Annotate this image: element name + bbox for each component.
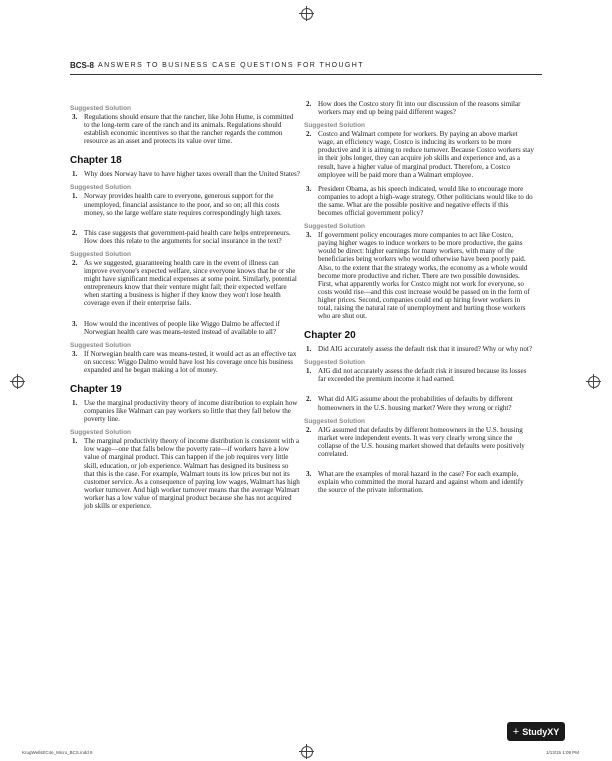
- suggested-solution-label: Suggested Solution: [70, 250, 132, 258]
- answer-item: [70, 192, 300, 216]
- item-number: 3.: [72, 349, 78, 358]
- question-item: [70, 399, 300, 423]
- suggested-solution-label: Suggested Solution: [70, 429, 132, 437]
- suggested-solution-label: Suggested Solution: [304, 122, 366, 130]
- page-header: [70, 58, 542, 75]
- item-number: 2.: [72, 258, 78, 267]
- answer-text: The marginal productivity theory of income distribution is consistent with a low wage—one that falls below the poverty rate—if workers have a low value of marginal product. This can happen if the job requires very little skill, education, or job experience. Walmart has designed its business so that this is the case. For example, Walmart touts its low prices but not its customer service. As a consequence of paying low wages, Walmart has high worker turnover. And high worker turnover means that the average Walmart worker has a low value of marginal product because she has not acquired job skills or experience.: [84, 437, 300, 510]
- item-number: 3.: [72, 113, 78, 121]
- item-number: 2.: [306, 100, 312, 108]
- item-number: 3.: [306, 470, 312, 478]
- question-text: President Obama, as his speech indicated, would like to encourage more companies to adopt a high-wage strategy. Other politicians would like to do the same. What are the possible positive and negative effects if this becomes official government policy?: [318, 184, 533, 218]
- footer-file-info: KrugWellsEC4e_Micro_BCS.indd 8: [22, 750, 93, 755]
- answer-text: Regulations should ensure that the rancher, like John Hume, is committed to the long-term care of the ranch and its animals. Regulations should establish economic incentives so that the rancher regards the common resource as an asset and protects its value over time.: [84, 113, 294, 146]
- question-text: How would the incentives of people like Wiggo Dalmo be affected if Norwegian health care was means-tested instead of available to all?: [84, 319, 280, 336]
- question-text: How does the Costco story fit into our discussion of the reasons similar workers may end up being paid different wages?: [318, 100, 521, 117]
- suggested-solution-label: Suggested Solution: [70, 105, 132, 112]
- answer-item: [304, 130, 534, 179]
- question-text: Why does Norway have to have higher taxes overall than the United States?: [84, 170, 300, 179]
- page-number: BCS-8: [70, 61, 95, 70]
- item-number: 3.: [72, 319, 78, 328]
- question-item: [304, 345, 534, 353]
- chapter-heading: Chapter 19: [70, 383, 122, 395]
- item-number: 1.: [72, 398, 78, 407]
- left-column: [70, 100, 300, 516]
- answer-text: AIG did not accurately assess the default risk it insured because its losses far exceeded the premium income it had earned.: [318, 367, 527, 384]
- suggested-solution-label: Suggested Solution: [304, 359, 366, 367]
- answer-item: [304, 367, 534, 383]
- question-text: What are the examples of moral hazard in the case? For each example, explain who committed the moral hazard and against whom and identify the source of the private information.: [318, 470, 524, 495]
- answer-item: [70, 350, 300, 374]
- footer-timestamp: 1/13/15 1:09 PM: [546, 750, 580, 755]
- answer-text: If Norwegian health care was means-tested, it would act as an effective tax on success: Wiggo Dalmo would have lost his coverage once his business expanded and he began making a lot of money.: [84, 349, 297, 374]
- question-text: Did AIG accurately assess the default risk that it insured? Why or why not?: [318, 345, 533, 354]
- answer-item: [70, 113, 300, 145]
- item-number: 3.: [306, 231, 312, 240]
- answer-text: Costco and Walmart compete for workers. By paying an above market wage, an efficiency wage, Costco is inducing its workers to be more productive and it is aiming to reduce turnover. Because Costco workers stay in their jobs longer, they can acquire job skills and experience and, as a result, have a higher value of marginal product. Therefore, a Costco employee will be paid more than a Walmart employee.: [318, 130, 534, 179]
- item-number: 1.: [72, 170, 78, 179]
- item-number: 1.: [72, 437, 78, 446]
- item-number: 2.: [306, 395, 312, 404]
- item-number: 1.: [306, 367, 312, 376]
- answer-item: [304, 426, 534, 458]
- question-text: This case suggests that government-paid health care helps entrepreneurs. How does this relate to the arguments for social insurance in the text?: [84, 228, 291, 245]
- suggested-solution-label: Suggested Solution: [70, 184, 132, 192]
- item-number: 2.: [72, 228, 78, 237]
- suggested-solution-label: Suggested Solution: [304, 223, 366, 231]
- page-title: ANSWERS TO BUSINESS CASE QUESTIONS FOR THOUGHT: [98, 62, 364, 69]
- answer-text: Norway provides health care to everyone, generous support for the unemployed, financial assistance to the poor, and so on; all this costs money, so the large welfare state requires correspondingly high taxes.: [84, 192, 282, 217]
- answer-text: AIG assumed that defaults by different homeowners in the U.S. housing market were independent events. It was very clearly wrong since the collapse of the U.S. housing market showed that defaults were positively correlated.: [318, 425, 525, 458]
- item-number: 1.: [306, 345, 312, 354]
- registration-mark-bottom: [301, 746, 313, 758]
- question-item: [70, 320, 300, 336]
- question-text: Use the marginal productivity theory of income distribution to explain how companies like Walmart can pay workers so little that they fall below the poverty line.: [84, 398, 298, 424]
- answer-item: [70, 437, 300, 510]
- question-item: [304, 185, 534, 217]
- question-item: [304, 395, 534, 411]
- registration-mark-right: [588, 376, 600, 388]
- right-column: [304, 100, 534, 500]
- suggested-solution-label: Suggested Solution: [304, 417, 366, 425]
- chapter-heading: Chapter 20: [304, 330, 356, 342]
- item-number: 2.: [306, 425, 312, 434]
- answer-item: [304, 231, 534, 320]
- question-item: [304, 100, 534, 116]
- item-number: 2.: [306, 130, 312, 139]
- registration-mark-top: [301, 8, 313, 20]
- studyxy-logo[interactable]: [507, 722, 565, 741]
- suggested-solution-label: Suggested Solution: [70, 341, 132, 349]
- chapter-heading: Chapter 18: [70, 155, 122, 167]
- answer-item: [70, 259, 300, 308]
- registration-mark-left: [12, 376, 24, 388]
- question-item: [304, 470, 534, 494]
- answer-text: As we suggested, guaranteeing health care in the event of illness can improve everyone's expected welfare, since everyone knows that he or she might have significant medical expenses at some point. Similarly, potential entrepreneurs know that their venture might fail; their expected welfare when starting a business is higher if they know they won't lose health coverage even if their enterprise fails.: [84, 258, 297, 308]
- logo-text: StudyXY: [522, 726, 560, 737]
- item-number: 1.: [72, 192, 78, 201]
- question-text: What did AIG assume about the probabilities of defaults by different homeowners in the U.S. housing market? Were they wrong or right?: [318, 395, 513, 412]
- question-item: [70, 170, 300, 178]
- item-number: 3.: [306, 184, 312, 193]
- plus-icon: +: [512, 725, 520, 738]
- answer-text: If government policy encourages more companies to act like Costco, paying higher wages to induce workers to be more productive, the gains would be direct: higher earnings for many workers, with many of the beneficiaries being workers who would otherwise have been poorly paid. Also, to the extent that the strategy works, the economy as a whole would become more productive and richer. There are two possible downsides. First, what apparently works for Costco might not work for everyone, so costs would rise—and this cost increase would be passed on in the form of higher prices. Second, companies could end up hiring fewer workers in total, raising the natural rate of unemployment and hurting those workers who are shut out.: [318, 231, 530, 321]
- question-item: [70, 229, 300, 245]
